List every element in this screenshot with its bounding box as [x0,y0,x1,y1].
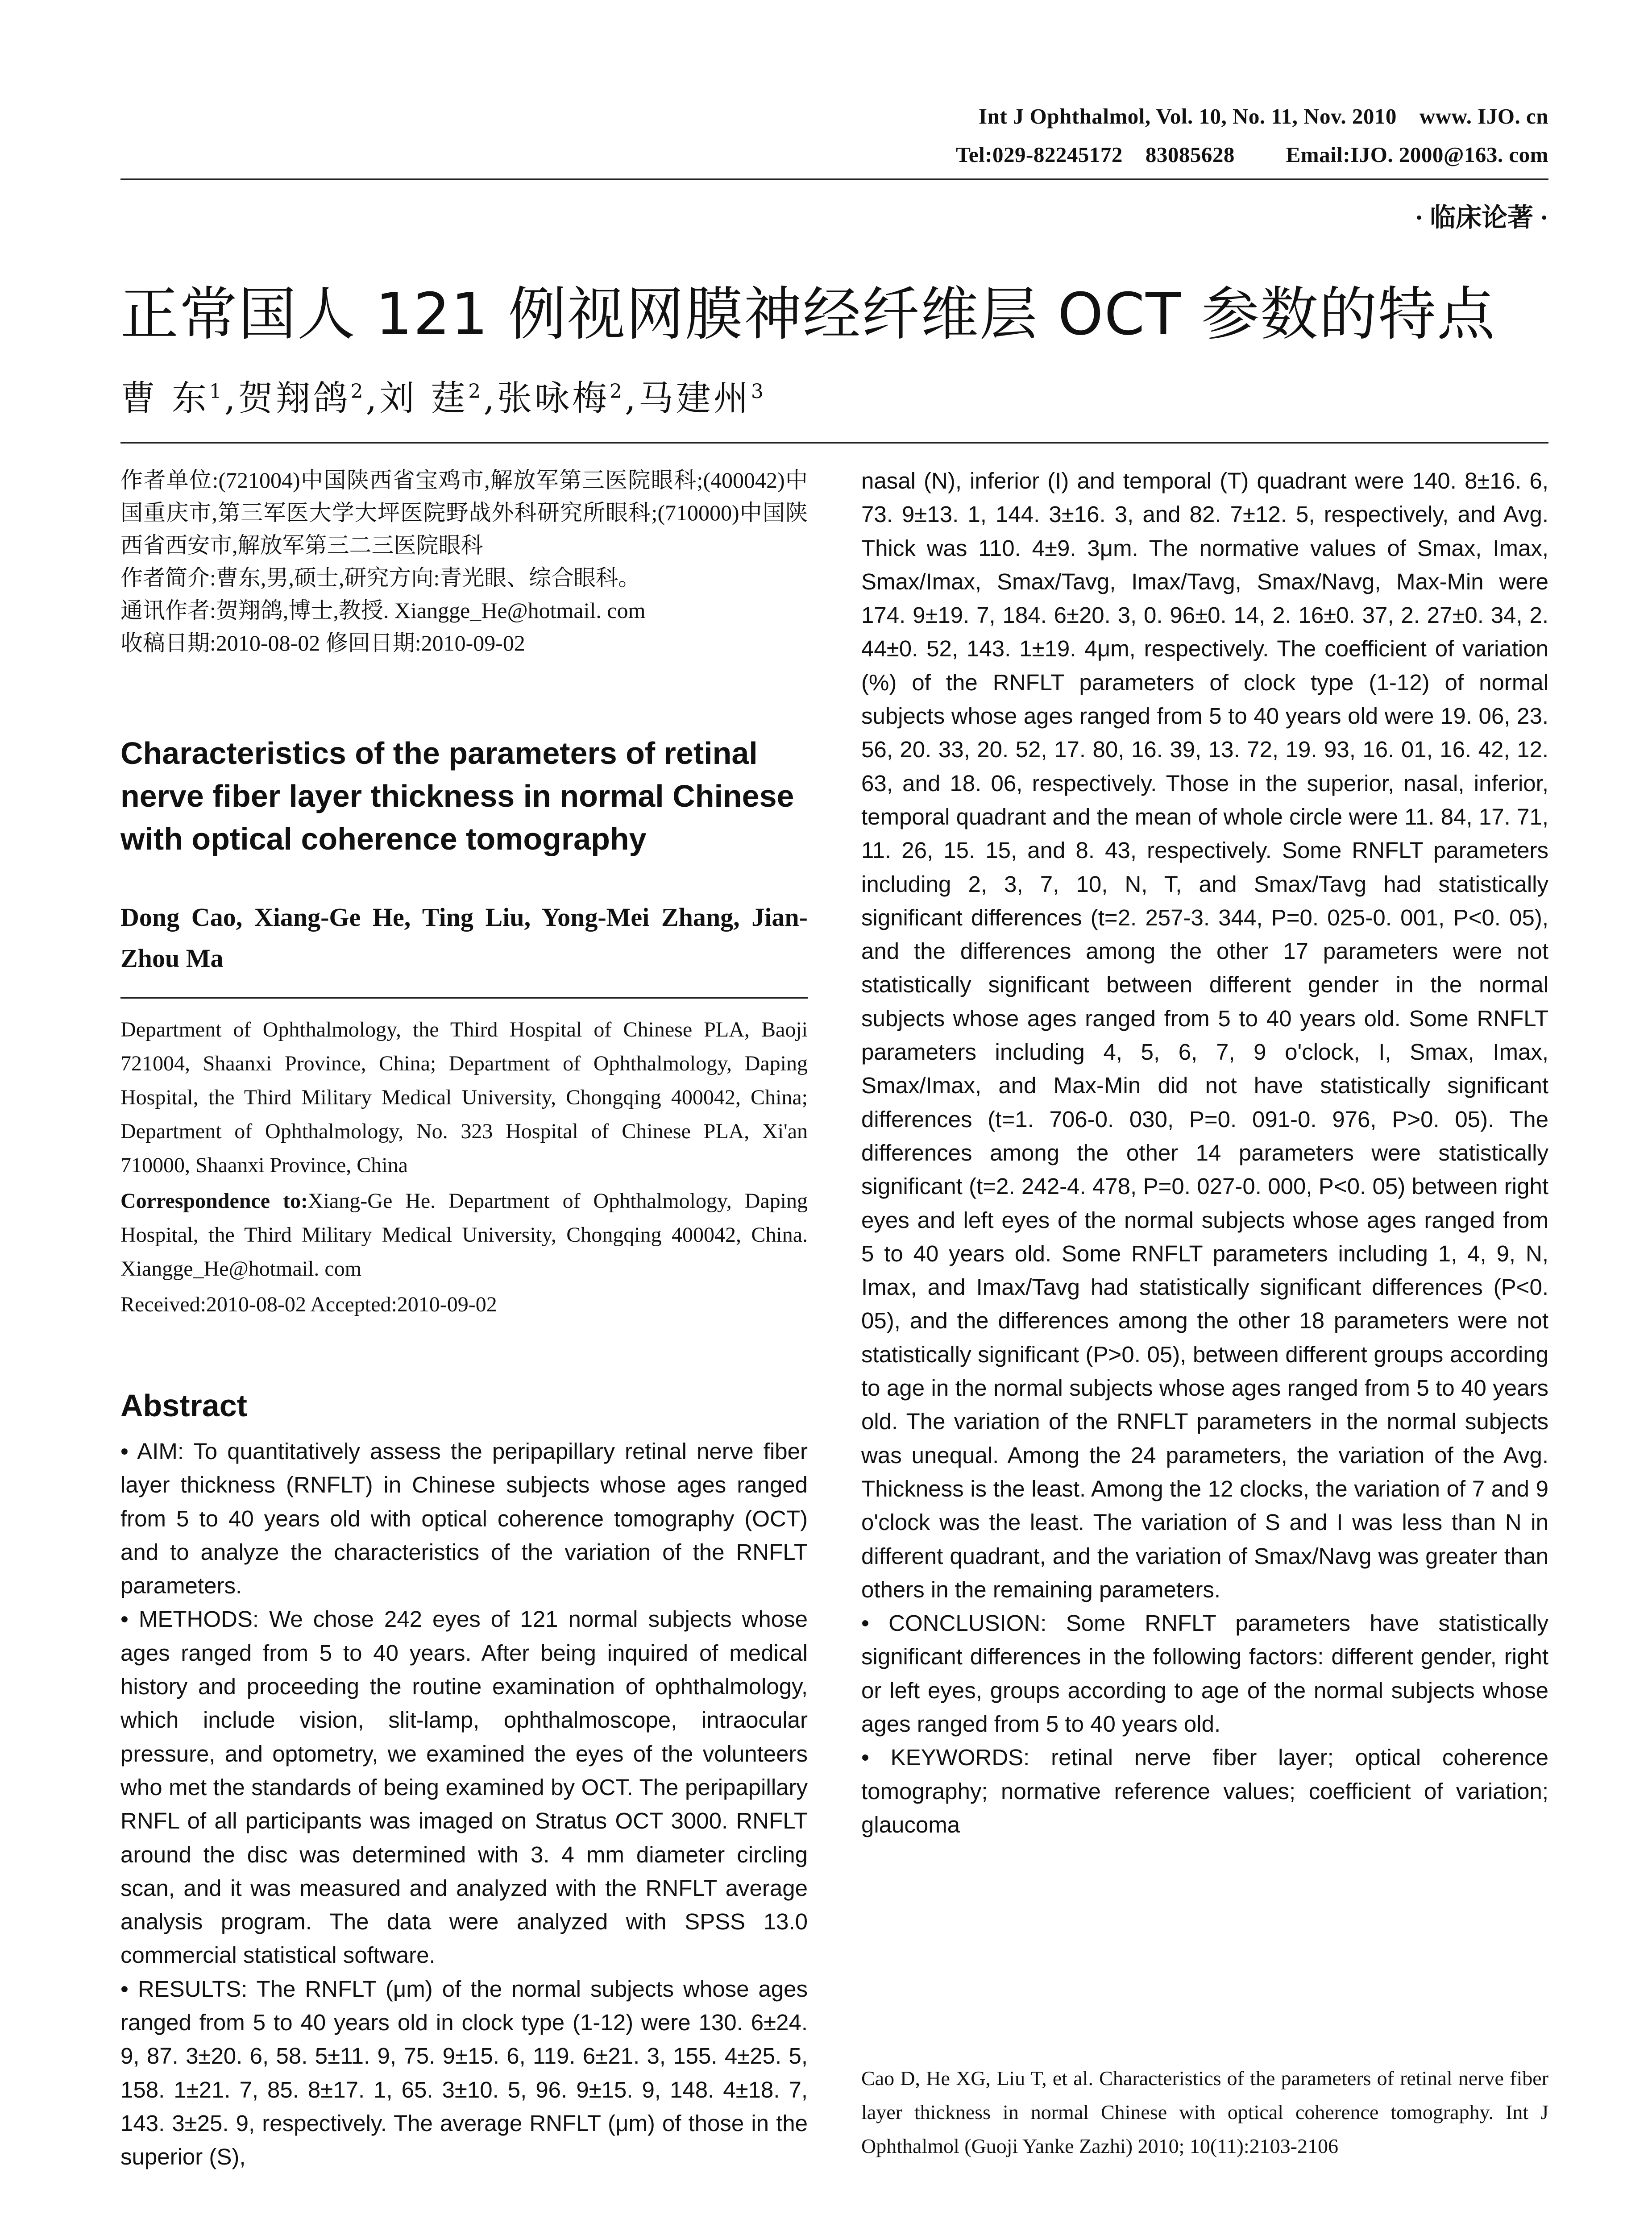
correspondence-text: Xiang-Ge He. Department of Ophthalmology, Daping Hospital, the Third Military Medical University, Chongqing 400042, China. Xiangge_He@hotmail. com [120,1189,808,1281]
author-zh: 刘 莛 [379,378,469,419]
author-zh: 贺翔鸽 [238,378,351,419]
abstract-conclusion: • CONCLUSION: Some RNFLT parameters have statistically significant differences in the following factors: different gender, right or left eyes, groups according to age of the normal subjects whose ages ranged from 5 to 40 years old. [861,1610,1548,1737]
chinese-title: 正常国人 121 例视网膜神经纤维层 OCT 参数的特点 [120,280,1496,348]
abstract-results-cont: nasal (N), inferior (I) and temporal (T) quadrant were 140. 8±16. 6, 73. 9±13. 1, 144. 3±16. 3, and 82. 7±12. 5, respectively, and Avg. Thick was 110. 4±9. 3μm. The normative values of Smax, Imax, Smax/Imax, Smax/Tavg, Imax/Tavg, Smax/Navg, Max-Min were 174. 9±19. 7, 184. 6±20. 3, 0. 96±0. 14, 2. 16±0. 37, 2. 27±0. 34, 2. 44±0. 52, 143. 1±19. 4μm, respectively. The coefficient of variation (%) of the RNFLT parameters of clock type (1-12) of normal subjects whose ages ranged from 5 to 40 years old were 19. 06, 23. 56, 20. 33, 20. 52, 17. 80, 16. 39, 13. 72, 19. 93, 16. 01, 16. 42, 12. 63, and 18. 06, respectively. Those in the superior, nasal, inferior, temporal quadrant and the mean of whole circle were 11. 84, 17. 71, 11. 26, 15. 15, and 8. 43, respectively. Some RNFLT parameters including 2, 3, 7, 10, N, T, and Smax/Tavg had statistically significant differences (t=2. 257-3. 344, P=0. 025-0. 001, P<0. 05), and the differences among the other 17 parameters were not statistically significant between different gender in the normal subjects whose ages ranged from 5 to 40 years old. Some RNFLT parameters including 4, 5, 6, 7, 9 o'clock, I, Smax, Imax, Smax/Imax, and Max-Min did not have statistically significant differences (t=1. 706-0. 030, P=0. 091-0. 976, P>0. 05). The differences among the other 14 parameters were statistically significant (t=2. 242-4. 478, P=0. 027-0. 000, P<0. 05) between right eyes and left eyes of the normal subjects whose ages ranged from 5 to 40 years old. Some RNFLT parameters including 1, 4, 9, N, Imax, and Imax/Tavg had statistically significant differences (P<0. 05), and the differences among the other 18 parameters were not statistically significant (P>0. 05), between different groups according to age in the normal subjects whose ages ranged from 5 to 40 years old. The variation of the RNFLT parameters in the normal subjects was unequal. Among the 24 parameters, the variation of the Avg. Thickness is the least. Among the 12 clocks, the variation of 7 and 9 o'clock was the least. The variation of S and I was less than N in different quadrant, and the variation of Smax/Navg was greater than others in the remaining parameters. [861,468,1548,1602]
english-title: Characteristics of the parameters of retinal nerve fiber layer thickness in normal Chinese with optical coherence tomography [120,736,794,856]
abstract-right-column [861,464,1548,1841]
correspondence-label: Correspondence to: [120,1189,308,1213]
abstract-aim: • AIM: To quantitatively assess the peripapillary retinal nerve fiber layer thickness (RNFLT) in Chinese subjects whose ages ranged from 5 to 40 years old with optical coherence tomography (OCT) and to analyze the characteristics of the variation of the RNFLT parameters. [120,1439,808,1599]
correspondence [120,1184,808,1286]
author-zh: 马建州 [638,378,751,419]
english-authors: Dong Cao, Xiang-Ge He, Ting Liu, Yong-Mei Zhang, Jian-Zhou Ma [120,903,808,973]
authors-rule [120,442,1548,444]
affiliations-block [120,1013,808,1323]
abstract-left-column [120,1435,808,2174]
affiliations: Department of Ophthalmology, the Third Hospital of Chinese PLA, Baoji 721004, Shaanxi Province, China; Department of Ophthalmology, Daping Hospital, the Third Military Medical University, Chongqing 400042, China; Department of Ophthalmology, No. 323 Hospital of Chinese PLA, Xi'an 710000, Shaanxi Province, China [120,1018,808,1177]
author-zh: 曹 东 [120,378,209,419]
author-affil-mark: 3 [751,380,766,403]
abstract-keywords: • KEYWORDS: retinal nerve fiber layer; optical coherence tomography; normative reference values; coefficient of variation; glaucoma [861,1745,1548,1837]
section-label: · 临床论著 · [1415,203,1548,232]
chinese-author-info [120,464,808,659]
author-affil-mark: 2 [468,380,484,403]
received-dates: Received:2010-08-02 Accepted:2010-09-02 [120,1293,497,1316]
corresponding-author: 通讯作者:贺翔鸽,博士,教授. Xiangge_He@hotmail. com [120,598,646,623]
author-zh: 张咏梅 [497,378,610,419]
author-affil-mark: 1 [209,380,224,403]
abstract-results: • RESULTS: The RNFLT (μm) of the normal subjects whose ages ranged from 5 to 40 years old in clock type (1-12) were 130. 6±24. 9, 87. 3±20. 6, 58. 5±11. 9, 75. 9±15. 6, 119. 6±21. 3, 155. 4±25. 5, 158. 1±21. 7, 85. 8±17. 1, 65. 3±10. 5, 96. 9±15. 9, 148. 4±18. 7, 143. 3±25. 9, respectively. The average RNFLT (μm) of those in the superior (S), [120,1976,808,2170]
header-rule [120,178,1548,180]
author-affil-mark: 2 [350,380,366,403]
citation: Cao D, He XG, Liu T, et al. Characteristics of the parameters of retinal nerve fiber layer thickness in normal Chinese with optical coherence tomography. Int J Ophthalmol (Guoji Yanke Zazhi) 2010; 10(11):2103-2106 [861,2067,1548,2157]
author-unit: 作者单位:(721004)中国陕西省宝鸡市,解放军第三医院眼科;(400042)中国重庆市,第三军医大学大坪医院野战外科研究所眼科;(710000)中国陕西省西安市,解放军第三二三医院眼科 [120,468,808,558]
received-dates-zh: 收稿日期:2010-08-02 修回日期:2010-09-02 [120,630,525,655]
contact-header: Tel:029-82245172 83085628 Email:IJO. 2000@163. com [956,142,1548,167]
journal-header: Int J Ophthalmol, Vol. 10, No. 11, Nov. 2010 www. IJO. cn [979,104,1548,129]
authors-en-rule [120,997,808,999]
abstract-heading: Abstract [120,1388,247,1423]
abstract-methods: • METHODS: We chose 242 eyes of 121 normal subjects whose ages ranged from 5 to 40 years. After being inquired of medical history and proceeding the routine examination of ophthalmology, which include vision, slit-lamp, ophthalmoscope, intraocular pressure, and optometry, we examined the eyes of the volunteers who met the standards of being examined by OCT. The peripapillary RNFL of all participants was imaged on Stratus OCT 3000. RNFLT around the disc was determined with 3. 4 mm diameter circling scan, and it was measured and analyzed with the RNFLT average analysis program. The data were analyzed with SPSS 13.0 commercial statistical software. [120,1606,808,1968]
author-affil-mark: 2 [610,380,625,403]
author-bio: 作者简介:曹东,男,硕士,研究方向:青光眼、综合眼科。 [120,565,641,590]
chinese-authors: 曹 东$^1$,贺翔鸽$^2$,刘 莛$^2$,张咏梅$^2$,马建州$^3$ [120,378,766,419]
